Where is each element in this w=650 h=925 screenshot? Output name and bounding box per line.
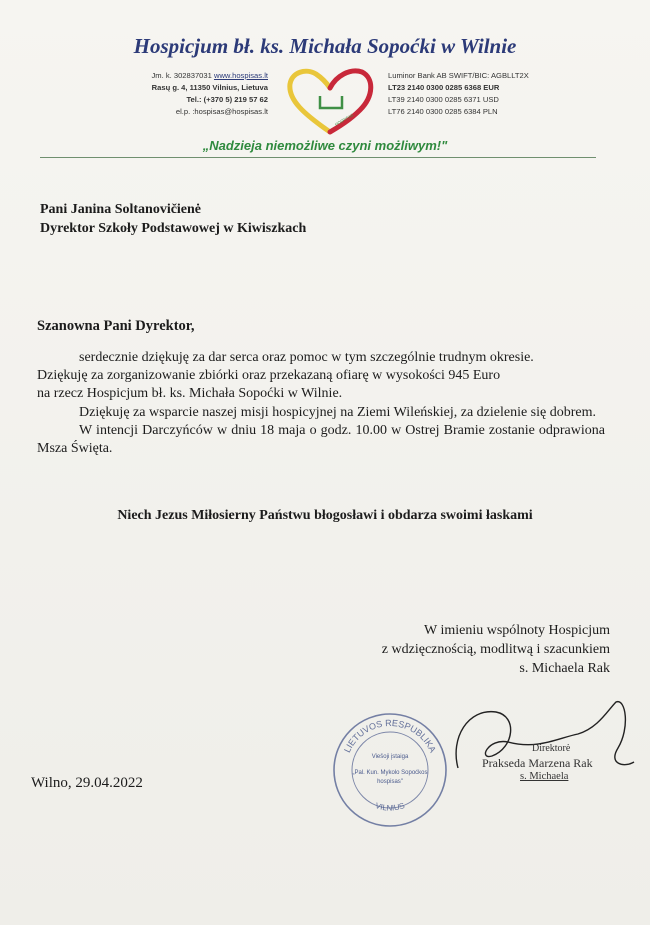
closing-block (382, 621, 610, 678)
organization-title: Hospicjum bł. ks. Michała Sopoćki w Wilnie (133, 34, 517, 58)
stamp-top-text: LIETUVOS RESPUBLIKA (342, 717, 438, 755)
letter-date: Wilno, 29.04.2022 (31, 775, 143, 791)
stamp-bottom-text: VILNIUS (374, 801, 406, 813)
bank-line: Luminor Bank AB SWIFT/BIC: AGBLLT2X (388, 71, 529, 80)
contact-info-right (388, 70, 529, 118)
logo-caption: HOSPISAS (334, 112, 355, 127)
account-usd: LT39 2140 0300 0285 6371 USD (388, 95, 499, 104)
address-line: Rasų g. 4, 11350 Vilnius, Lietuva (151, 83, 268, 92)
email-line: el.p. :hospisas@hospisas.lt (175, 107, 268, 116)
official-stamp (330, 710, 450, 830)
closing-line-2: z wdzięcznością, modlitwą i szacunkiem (381, 642, 610, 657)
stamp-inner-2: „Pal. Kun. Mykolo Sopoćkos (352, 770, 428, 776)
stamp-inner-3: hospisas" (377, 779, 403, 785)
blessing: Niech Jezus Miłosierny Państwu błogosławi i obdarza swoimi łaskami (117, 508, 533, 523)
recipient-position: Dyrektor Szkoły Podstawowej w Kiwiszkach (40, 221, 307, 236)
paragraph-1: serdecznie dziękuję za dar serca oraz pomoc w tym szczególnie trudnym okresie. (79, 350, 534, 365)
account-pln: LT76 2140 0300 0285 6384 PLN (388, 107, 498, 116)
signature-title: Direktorė (532, 743, 571, 754)
paragraph-2a: Dziękuję za zorganizowanie zbiórki oraz przekazaną ofiarę w wysokości 945 Euro (37, 368, 501, 384)
recipient-block (40, 200, 306, 238)
stamp-inner-1: Viešoji įstaiga (371, 754, 409, 760)
header-divider (40, 157, 596, 158)
recipient-name: Pani Janina Soltanovičienė (40, 202, 202, 217)
account-eur: LT23 2140 0300 0285 6368 EUR (388, 83, 500, 92)
svg-text:VILNIUS (374, 801, 406, 813)
hospice-heart-logo (284, 66, 376, 136)
paragraph-2b: na rzecz Hospicjum bł. ks. Michała Sopoćki w Wilnie. (37, 386, 343, 402)
motto: „Nadzieja niemożliwe czyni możliwym!" (202, 138, 448, 153)
paragraph-4: W intencji Darczyńców w dniu 18 maja o godz. 10.00 w Ostrej Bramie zostanie odprawiona Msza Święta. (37, 422, 605, 457)
signature-subname: s. Michaela (520, 771, 569, 782)
closing-line-1: W imieniu wspólnoty Hospicjum (423, 623, 610, 638)
website-link[interactable]: www.hospisas.lt (213, 71, 268, 80)
svg-text:LIETUVOS RESPUBLIKA (342, 718, 438, 754)
salutation: Szanowna Pani Dyrektor, (37, 318, 195, 334)
letter-body (37, 349, 605, 458)
contact-info-left (151, 70, 268, 118)
closing-line-3: s. Michaela Rak (519, 661, 610, 676)
signature-name: Prakseda Marzena Rak (482, 756, 593, 770)
phone-line: Tel.: (+370 5) 219 57 62 (186, 95, 268, 104)
paragraph-3: Dziękuję za wsparcie naszej misji hospicyjnej na Ziemi Wileńskiej, za dzielenie się dobrem. (79, 404, 596, 420)
registration-line: Jm. k. 302837031 www.hospisas.lt (151, 71, 268, 80)
